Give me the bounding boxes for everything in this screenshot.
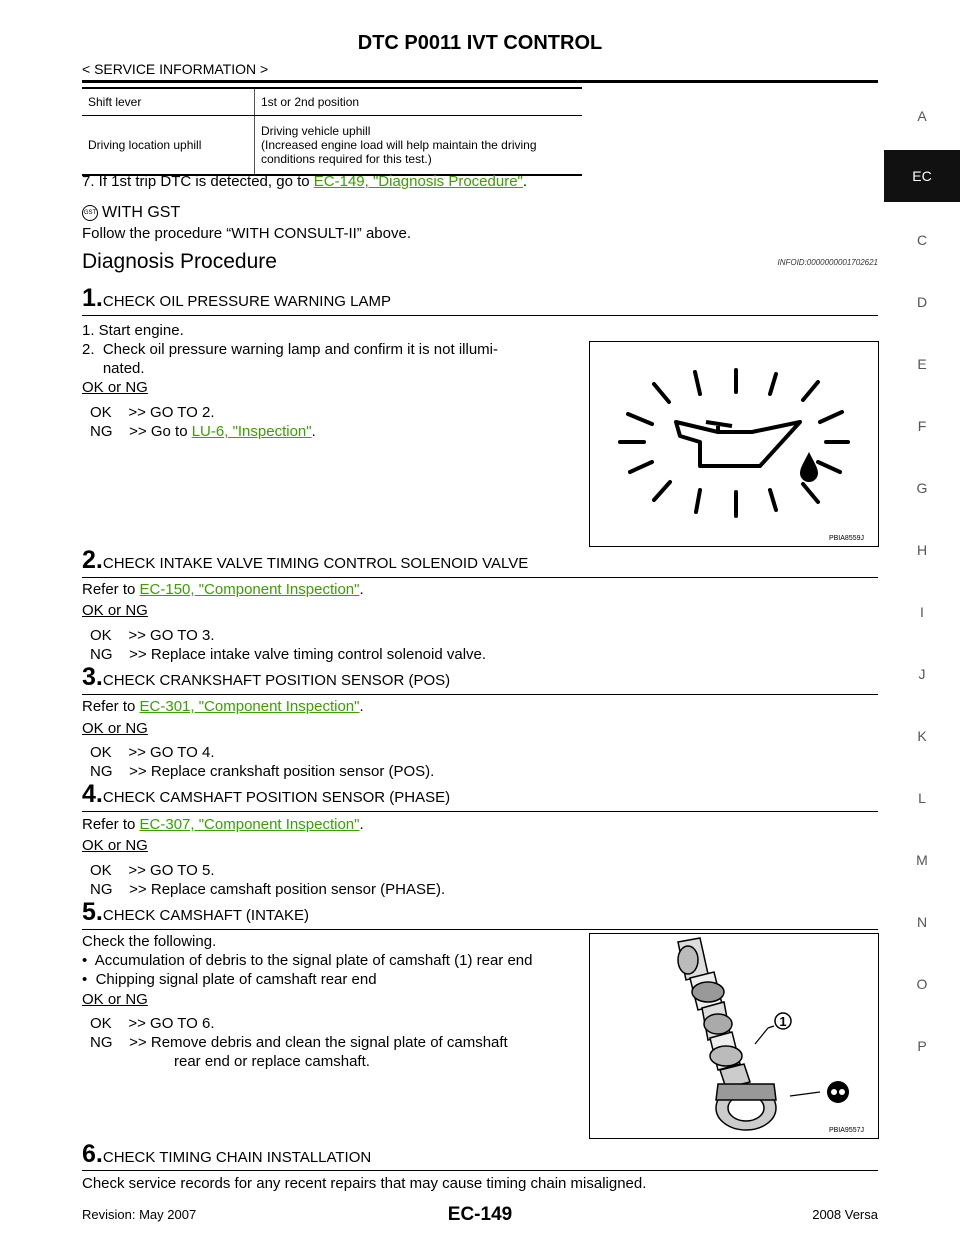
result-ng xyxy=(90,422,316,441)
step-rule xyxy=(82,694,878,695)
step7-text xyxy=(82,172,527,191)
result-ok: OK >> GO TO 5. xyxy=(90,862,215,879)
step-heading-5 xyxy=(82,898,309,927)
ref-prefix: Refer to xyxy=(82,581,140,598)
table-row xyxy=(82,116,582,176)
conditions-table xyxy=(82,87,582,176)
gst-heading xyxy=(82,203,180,222)
side-tab-m[interactable]: M xyxy=(916,852,928,868)
step5-instructions xyxy=(82,932,582,989)
ref-suffix: . xyxy=(359,581,364,598)
result-ng-prefix: NG >> Go to xyxy=(90,423,192,440)
step7-prefix: 7. If 1st trip DTC is detected, go to xyxy=(82,173,314,190)
step4-ref xyxy=(82,815,364,834)
step3-results xyxy=(90,743,434,781)
section-subtitle: < SERVICE INFORMATION > xyxy=(82,61,269,77)
step-heading-6 xyxy=(82,1140,371,1169)
side-tab-a[interactable]: A xyxy=(917,108,927,124)
table-cell-line: conditions required for this test.) xyxy=(261,152,432,166)
step-number: 3. xyxy=(82,663,103,691)
step6-text: Check service records for any recent repairs that may cause timing chain misaligned. xyxy=(82,1175,647,1192)
gst-icon: GST xyxy=(82,205,98,221)
step1-results xyxy=(90,403,316,441)
step-number: 4. xyxy=(82,780,103,808)
table-cell-item: Shift lever xyxy=(82,88,255,116)
footer-model: 2008 Versa xyxy=(812,1207,878,1222)
step-heading-text: CHECK CAMSHAFT (INTAKE) xyxy=(102,907,309,924)
info-id: INFOID:0000000001702621 xyxy=(777,258,878,267)
instruction-line: • Accumulation of debris to the signal plate of camshaft (1) rear end xyxy=(82,952,533,969)
step-rule xyxy=(82,811,878,812)
result-ok: OK >> GO TO 6. xyxy=(90,1015,215,1032)
ok-or-ng: OK or NG xyxy=(82,991,148,1008)
result-ok: OK >> GO TO 3. xyxy=(90,627,215,644)
side-tab-f[interactable]: F xyxy=(917,418,927,434)
step-rule xyxy=(82,929,878,930)
oil-can-icon xyxy=(590,342,878,546)
result-ok: OK >> GO TO 2. xyxy=(90,404,215,421)
ref-prefix: Refer to xyxy=(82,698,140,715)
camshaft-icon xyxy=(590,934,878,1138)
step-rule xyxy=(82,1170,878,1171)
page-number: EC-149 xyxy=(447,1204,513,1225)
step7-suffix: . xyxy=(522,173,528,190)
step-heading-text: CHECK CRANKSHAFT POSITION SENSOR (POS) xyxy=(102,672,451,689)
instruction-line: 2. Check oil pressure warning lamp and confirm it is not illumi- xyxy=(82,341,498,358)
side-tab-g[interactable]: G xyxy=(916,480,928,496)
result-ng: NG >> Replace camshaft position sensor (PHASE). xyxy=(90,881,446,898)
table-cell-value: 1st or 2nd position xyxy=(255,88,583,116)
result-ng: NG >> Replace crankshaft position sensor (POS). xyxy=(90,763,435,780)
instruction-line: Check the following. xyxy=(82,933,217,950)
result-ok: OK >> GO TO 4. xyxy=(90,744,215,761)
step-heading-2 xyxy=(82,546,528,575)
instruction-line: 1. Start engine. xyxy=(82,322,184,339)
figure-label: PBIA9557J xyxy=(828,1127,864,1134)
step-heading-text: CHECK TIMING CHAIN INSTALLATION xyxy=(102,1149,372,1166)
side-tab-d[interactable]: D xyxy=(916,294,928,310)
table-cell-value xyxy=(255,116,583,176)
step3-ref xyxy=(82,697,364,716)
ref-link[interactable]: EC-150, "Component Inspection" xyxy=(139,581,360,598)
instruction-line: • Chipping signal plate of camshaft rear end xyxy=(82,971,377,988)
side-tab-k[interactable]: K xyxy=(917,728,927,744)
side-tab-e[interactable]: E xyxy=(917,356,927,372)
ref-prefix: Refer to xyxy=(82,816,140,833)
figure-label: PBIA8559J xyxy=(828,535,864,542)
side-tab-ec[interactable]: EC xyxy=(884,150,960,202)
side-tab-j[interactable]: J xyxy=(918,666,926,682)
step-heading-3 xyxy=(82,663,450,692)
side-tab-l[interactable]: L xyxy=(918,790,926,806)
camshaft-figure xyxy=(589,933,879,1139)
instruction-line: nated. xyxy=(82,360,145,377)
result-ng: NG >> Replace intake valve timing control solenoid valve. xyxy=(90,646,487,663)
table-cell-line: Driving vehicle uphill xyxy=(261,124,371,138)
step-heading-text: CHECK OIL PRESSURE WARNING LAMP xyxy=(102,293,391,310)
step4-results xyxy=(90,861,445,899)
table-row xyxy=(82,88,582,116)
table-cell-line: (Increased engine load will help maintain the driving xyxy=(261,138,537,152)
gst-text: Follow the procedure “WITH CONSULT-II” above. xyxy=(82,225,411,242)
ok-or-ng: OK or NG xyxy=(82,379,148,396)
step-rule xyxy=(82,315,878,316)
ref-suffix: . xyxy=(359,816,364,833)
footer-revision: Revision: May 2007 xyxy=(82,1207,197,1222)
result-ng-continued: rear end or replace camshaft. xyxy=(174,1053,370,1070)
ref-link[interactable]: EC-307, "Component Inspection" xyxy=(139,816,360,833)
side-tab-p[interactable]: P xyxy=(917,1038,927,1054)
section-title: Diagnosis Procedure xyxy=(82,250,277,273)
result-ng-suffix: . xyxy=(311,423,316,440)
step1-instructions xyxy=(82,321,582,378)
step-number: 1. xyxy=(82,284,103,312)
gst-heading-text: WITH GST xyxy=(102,204,181,221)
ok-or-ng: OK or NG xyxy=(82,720,148,737)
side-tab-c[interactable]: C xyxy=(916,232,928,248)
step2-ref xyxy=(82,580,364,599)
step-heading-1 xyxy=(82,284,391,313)
step-rule xyxy=(82,577,878,578)
step-number: 2. xyxy=(82,546,103,574)
ok-or-ng: OK or NG xyxy=(82,602,148,619)
step-number: 5. xyxy=(82,898,103,926)
step7-link[interactable]: EC-149, "Diagnosis Procedure" xyxy=(313,173,523,190)
result-ng: NG >> Remove debris and clean the signal plate of camshaft xyxy=(90,1034,508,1051)
ok-or-ng: OK or NG xyxy=(82,837,148,854)
side-tab-n[interactable]: N xyxy=(916,914,928,930)
result-ng-link[interactable]: LU-6, "Inspection" xyxy=(191,423,312,440)
step-heading-text: CHECK INTAKE VALVE TIMING CONTROL SOLENOID VALVE xyxy=(102,555,529,572)
ref-link[interactable]: EC-301, "Component Inspection" xyxy=(139,698,360,715)
step2-results xyxy=(90,626,486,664)
header-rule xyxy=(82,80,878,83)
ref-suffix: . xyxy=(359,698,364,715)
table-cell-item: Driving location uphill xyxy=(82,116,255,176)
page-title: DTC P0011 IVT CONTROL xyxy=(357,32,603,54)
step-number: 6. xyxy=(82,1140,103,1168)
step-heading-text: CHECK CAMSHAFT POSITION SENSOR (PHASE) xyxy=(102,789,451,806)
camshaft-callout: 1 xyxy=(779,1014,787,1029)
side-tab-i[interactable]: I xyxy=(920,604,924,620)
oil-pressure-lamp-figure xyxy=(589,341,879,547)
step5-results xyxy=(90,1014,580,1071)
side-tab-h[interactable]: H xyxy=(916,542,928,558)
side-tab-o[interactable]: O xyxy=(916,976,928,992)
step-heading-4 xyxy=(82,780,450,809)
